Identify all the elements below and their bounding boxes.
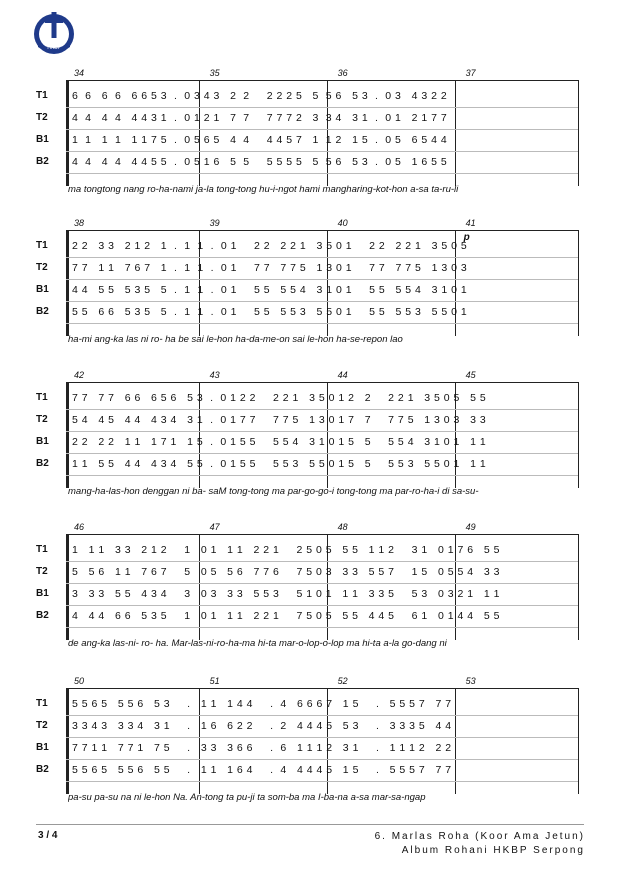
notation-row: 4 4 4 6 6 5 3 5 1 0 1 1 1 2 2 1 7 5 0 5 5 5 4 4 5 6 1 0 1 4 4 5 5 (72, 610, 500, 622)
staff-top-rule (66, 382, 578, 383)
system-barline (66, 534, 69, 640)
measure-number: 40 (337, 218, 348, 228)
voice-rule (66, 107, 578, 108)
notation-row: 5 5 6 5 5 5 6 5 3 . 1 1 1 4 4 . 4 6 6 6 7 1 5 . 5 5 5 7 7 7 (72, 698, 452, 710)
staff-top-rule (66, 230, 578, 231)
voice-label-b2: B2 (36, 764, 49, 775)
voice-label-t2: T2 (36, 262, 48, 273)
voice-rule (66, 561, 578, 562)
lyrics-line: ha-mi ang-ka las ni ro- ha be sai le-hon ha-da-me-on sai le-hon ha-se-repon lao (68, 334, 403, 345)
notation-row: 5 5 6 6 5 3 5 5 . 1 1 . 0 1 5 5 5 5 3 5 5 0 1 5 5 5 5 3 5 5 0 1 (72, 306, 468, 318)
lyrics-line: ma tongtong nang ro-ha-nami ja-la tong-tong hu-i-ngot hami mangharing-kot-hon a-sa ta-ru-li (68, 184, 459, 195)
voice-label-t1: T1 (36, 544, 48, 555)
voice-rule (66, 605, 578, 606)
measure-number: 41 (465, 218, 476, 228)
voice-rule (66, 279, 578, 280)
score-system (36, 522, 584, 652)
voice-rule (66, 129, 578, 130)
measure-number: 39 (209, 218, 220, 228)
notation-row: 7 7 7 7 6 6 6 5 6 5 3 . 0 1 2 2 2 2 1 3 5 0 1 2 2 2 2 1 3 5 0 5 5 5 (72, 392, 487, 404)
notation-row: 7 7 1 1 7 6 7 1 . 1 1 . 0 1 7 7 7 7 5 1 3 0 1 7 7 7 7 5 1 3 0 3 (72, 262, 468, 274)
score-system (36, 676, 584, 806)
voice-label-t1: T1 (36, 698, 48, 709)
notation-row: 2 2 2 2 1 1 1 7 1 1 5 . 0 1 5 5 5 5 4 3 1 0 1 5 5 5 5 4 3 1 0 1 1 1 (72, 436, 487, 448)
system-barline (66, 382, 69, 488)
end-barline (578, 230, 579, 336)
voice-label-t2: T2 (36, 720, 48, 731)
voice-label-b1: B1 (36, 284, 49, 295)
voice-label-t1: T1 (36, 90, 48, 101)
voice-label-t2: T2 (36, 566, 48, 577)
dynamic-marking: p (463, 232, 470, 243)
notation-row: 7 7 1 1 7 7 1 7 5 . 3 3 3 6 6 . 6 1 1 1 2 3 1 . 1 1 1 2 2 2 (72, 742, 452, 754)
measure-number: 49 (465, 522, 476, 532)
measure-number: 34 (74, 68, 85, 78)
album-title: Album Rohani HKBP Serpong (401, 845, 585, 856)
staff-top-rule (66, 688, 578, 689)
measure-number: 51 (209, 676, 220, 686)
song-title: 6. Marlas Roha (Koor Ama Jetun) (374, 831, 585, 842)
system-barline (66, 688, 69, 794)
measure-number: 50 (74, 676, 85, 686)
score-system (36, 218, 584, 348)
notation-row: 4 4 4 4 4 4 3 1 . 0 1 2 1 7 7 7 7 7 2 3 3 4 3 1 . 0 1 2 1 7 7 (72, 112, 448, 124)
footer-title-block (375, 830, 585, 858)
voice-label-b1: B1 (36, 742, 49, 753)
system-barline (66, 230, 69, 336)
system-barline (66, 80, 69, 186)
staff-top-rule (66, 80, 578, 81)
footer-rule (36, 824, 584, 825)
measure-number: 48 (337, 522, 348, 532)
notation-row: 1 1 1 1 1 1 7 5 . 0 5 6 5 4 4 4 4 5 7 1 1 2 1 5 . 0 5 6 5 4 4 (72, 134, 448, 146)
voice-rule (66, 173, 578, 174)
notation-row: 6 6 6 6 6 6 5 3 . 0 3 4 3 2 2 2 2 2 5 5 5 6 5 3 . 0 3 4 3 2 2 (72, 90, 448, 102)
voice-rule (66, 781, 578, 782)
voice-rule (66, 323, 578, 324)
notation-row: 5 5 6 5 5 5 6 5 5 . 1 1 1 6 4 . 4 4 4 4 5 1 5 . 5 5 5 7 7 7 (72, 764, 452, 776)
end-barline (578, 382, 579, 488)
page-number: 3 / 4 (38, 830, 58, 841)
measure-number: 35 (209, 68, 220, 78)
voice-rule (66, 583, 578, 584)
voice-rule (66, 475, 578, 476)
notation-row: 1 1 1 3 3 2 1 2 1 0 1 1 1 2 2 1 2 5 0 5 5 5 1 1 2 3 1 0 1 7 6 5 5 (72, 544, 500, 556)
voice-rule (66, 301, 578, 302)
end-barline (578, 688, 579, 794)
voice-label-t1: T1 (36, 392, 48, 403)
voice-rule (66, 453, 578, 454)
measure-number: 36 (337, 68, 348, 78)
voice-label-b2: B2 (36, 458, 49, 469)
notation-row: 2 2 3 3 2 1 2 1 . 1 1 . 0 1 2 2 2 2 1 3 5 0 1 2 2 2 2 1 3 5 0 5 (72, 240, 468, 252)
hkbp-logo (28, 6, 80, 58)
measure-number: 38 (74, 218, 85, 228)
score-system (36, 68, 584, 198)
notation-row: 4 4 5 5 5 3 5 5 . 1 1 . 0 1 5 5 5 5 4 3 1 0 1 5 5 5 5 4 3 1 0 1 (72, 284, 468, 296)
voice-rule (66, 431, 578, 432)
voice-label-t2: T2 (36, 112, 48, 123)
measure-number: 45 (465, 370, 476, 380)
notation-row: 5 4 4 5 4 4 4 3 4 3 1 . 0 1 7 7 7 7 5 1 3 0 1 7 7 7 7 5 1 3 0 3 3 3 (72, 414, 487, 426)
end-barline (578, 80, 579, 186)
end-barline (578, 534, 579, 640)
score-system (36, 370, 584, 500)
lyrics-line: mang-ha-las-hon denggan ni ba- saM tong-tong ma par-go-go-i tong-tong ma par-ro-ha-i di sa-su- (68, 486, 479, 497)
voice-label-b2: B2 (36, 156, 49, 167)
voice-label-b2: B2 (36, 306, 49, 317)
measure-number: 52 (337, 676, 348, 686)
measure-number: 46 (74, 522, 85, 532)
staff-top-rule (66, 534, 578, 535)
voice-label-b1: B1 (36, 134, 49, 145)
voice-label-b1: B1 (36, 588, 49, 599)
voice-rule (66, 257, 578, 258)
voice-label-t2: T2 (36, 414, 48, 425)
lyrics-line: pa-su pa-su na ni le-hon Na. An-tong ta pu-ji ta som-ba ma I-ba-na a-sa mar-sa-ngap (68, 792, 426, 803)
measure-number: 37 (465, 68, 476, 78)
voice-label-b1: B1 (36, 436, 49, 447)
notation-row: 5 5 6 1 1 7 6 7 5 0 5 5 6 7 7 6 7 5 0 3 3 3 5 5 7 1 5 0 5 5 4 3 3 (72, 566, 500, 578)
voice-label-t1: T1 (36, 240, 48, 251)
lyrics-line: de ang-ka las-ni- ro- ha. Mar-las-ni-ro-ha-ma hi-ta mar-o-lop-o-lop ma hi-ta a-la go-dang ni (68, 638, 447, 649)
voice-rule (66, 151, 578, 152)
voice-rule (66, 715, 578, 716)
voice-rule (66, 737, 578, 738)
notation-row: 3 3 4 3 3 3 4 3 1 . 1 6 6 2 2 . 2 4 4 4 5 5 3 . 3 3 3 5 4 4 (72, 720, 452, 732)
voice-label-b2: B2 (36, 610, 49, 621)
voice-rule (66, 759, 578, 760)
measure-number: 43 (209, 370, 220, 380)
voice-rule (66, 627, 578, 628)
voice-rule (66, 409, 578, 410)
measure-number: 47 (209, 522, 220, 532)
notation-row: 4 4 4 4 4 4 5 5 . 0 5 1 6 5 5 5 5 5 5 5 5 6 5 3 . 0 5 1 6 5 5 (72, 156, 448, 168)
measure-number: 42 (74, 370, 85, 380)
measure-number: 44 (337, 370, 348, 380)
notation-row: 3 3 3 5 5 4 3 4 3 0 3 3 3 5 5 3 5 1 0 1 1 1 3 3 5 5 3 0 3 2 1 1 1 (72, 588, 500, 600)
notation-row: 1 1 5 5 4 4 4 3 4 5 5 . 0 1 5 5 5 5 3 5 5 0 1 5 5 5 5 3 5 5 0 1 1 1 (72, 458, 487, 470)
svg-text:HKBP: HKBP (47, 45, 61, 51)
measure-number: 53 (465, 676, 476, 686)
